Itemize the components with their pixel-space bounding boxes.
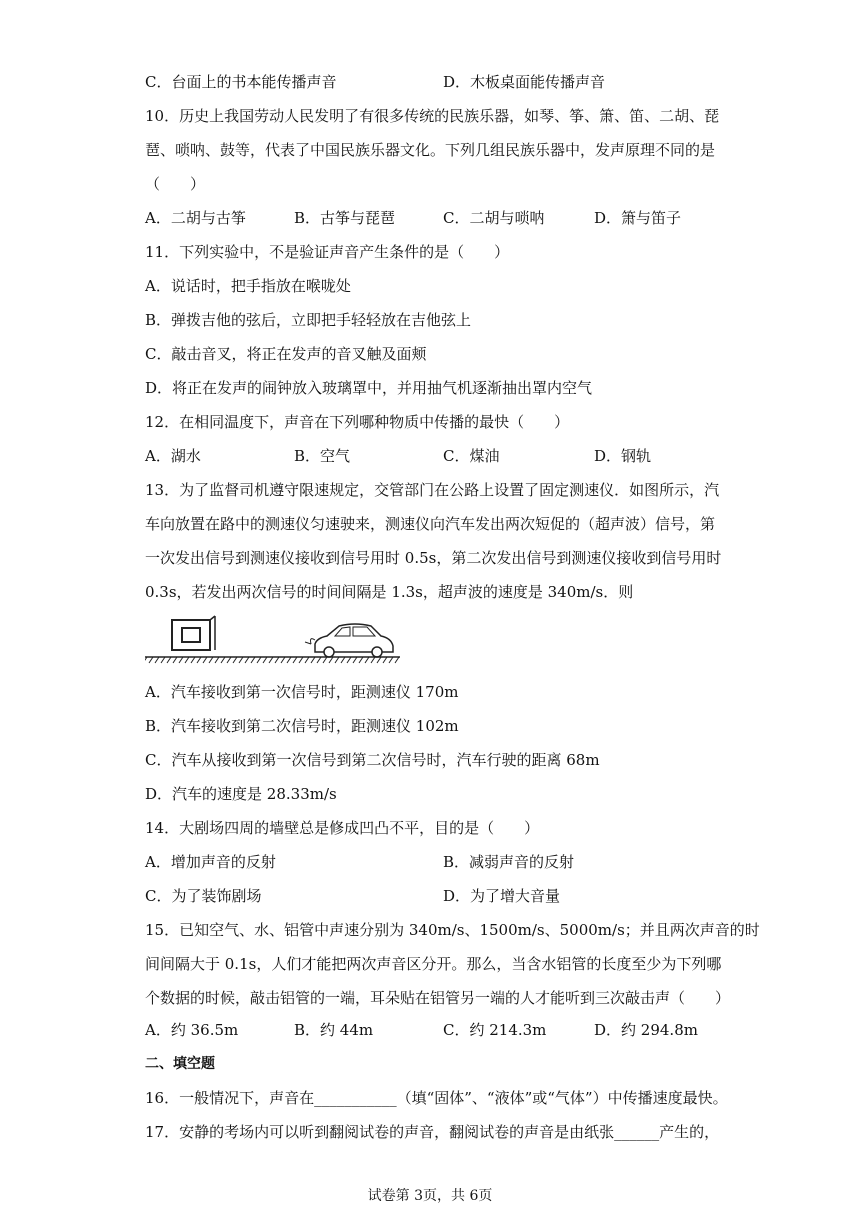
hatch-mark xyxy=(353,657,357,663)
hatch-mark xyxy=(383,657,387,663)
q13-option-b: B．汽车接收到第二次信号时，距测速仪 102m xyxy=(145,717,459,735)
hatch-mark xyxy=(377,657,381,663)
hatch-mark xyxy=(347,657,351,663)
q12-option-d: D．钢轨 xyxy=(594,447,652,465)
q10-stem-line2: 琶、唢呐、鼓等，代表了中国民族乐器文化。下列几组民族乐器中，发声原理不同的是 xyxy=(145,141,716,159)
hatch-mark xyxy=(341,657,345,663)
hatch-mark xyxy=(365,657,369,663)
hatch-mark xyxy=(203,657,207,663)
hatch-mark xyxy=(215,657,219,663)
hatch-mark xyxy=(209,657,213,663)
hatch-mark xyxy=(269,657,273,663)
hatch-mark xyxy=(197,657,201,663)
q16-text: 16．一般情况下，声音在___________（填“固体”、“液体”或“气体”）中传播速度最快。 xyxy=(145,1089,728,1107)
q17-text: 17．安静的考场内可以听到翻阅试卷的声音，翻阅试卷的声音是由纸张______产生的， xyxy=(145,1123,720,1141)
q14-option-a: A．增加声音的反射 xyxy=(145,853,276,871)
q12-option-c: C．煤油 xyxy=(443,447,500,465)
hatch-mark xyxy=(329,657,333,663)
hatch-mark xyxy=(395,657,399,663)
q15-option-d: D．约 294.8m xyxy=(594,1021,698,1039)
q15-option-c: C．约 214.3m xyxy=(443,1021,547,1039)
q11-stem: 11．下列实验中，不是验证声音产生条件的是（ ） xyxy=(145,243,510,261)
hatch-mark xyxy=(227,657,231,663)
q11-option-d: D．将正在发声的闹钟放入玻璃罩中，并用抽气机逐渐抽出罩内空气 xyxy=(145,379,593,397)
hatch-mark xyxy=(161,657,165,663)
car-icon xyxy=(305,624,393,657)
q15-stem-line3: 个数据的时候，敲击铝管的一端，耳朵贴在铝管另一端的人才能听到三次敲击声（ ） xyxy=(145,989,731,1007)
q10-option-b: B．古筝与琵琶 xyxy=(294,209,396,227)
q15-stem-line1: 15．已知空气、水、铝管中声速分别为 340m/s、1500m/s、5000m/s；并且两次声音的时 xyxy=(145,921,760,939)
q14-option-b: B．减弱声音的反射 xyxy=(443,853,575,871)
q13-option-c: C．汽车从接收到第一次信号到第二次信号时，汽车行驶的距离 68m xyxy=(145,751,600,769)
hatch-mark xyxy=(167,657,171,663)
hatch-mark xyxy=(257,657,261,663)
q12-option-b: B．空气 xyxy=(294,447,351,465)
hatch-mark xyxy=(263,657,267,663)
speed-detector-figure xyxy=(145,614,400,664)
q15-option-b: B．约 44m xyxy=(294,1021,374,1039)
q13-stem-line1: 13．为了监督司机遵守限速规定，交管部门在公路上设置了固定测速仪．如图所示，汽 xyxy=(145,481,720,499)
hatch-mark xyxy=(145,657,147,663)
q10-stem-line3: （ ） xyxy=(145,175,206,193)
hatch-mark xyxy=(173,657,177,663)
q13-option-d: D．汽车的速度是 28.33m/s xyxy=(145,785,337,803)
q9-option-d: D．木板桌面能传播声音 xyxy=(443,73,606,91)
hatch-mark xyxy=(233,657,237,663)
hatch-mark xyxy=(299,657,303,663)
hatch-mark xyxy=(293,657,297,663)
hatch-mark xyxy=(317,657,321,663)
hatch-mark xyxy=(311,657,315,663)
hatch-mark xyxy=(359,657,363,663)
q9-option-c: C．台面上的书本能传播声音 xyxy=(145,73,337,91)
hatch-mark xyxy=(221,657,225,663)
q14-stem: 14．大剧场四周的墙壁总是修成凹凸不平，目的是（ ） xyxy=(145,819,540,837)
hatch-mark xyxy=(185,657,189,663)
hatch-mark xyxy=(179,657,183,663)
q13-stem-line2: 车向放置在路中的测速仪匀速驶来，测速仪向汽车发出两次短促的（超声波）信号，第 xyxy=(145,515,716,533)
ground-hatching xyxy=(145,657,399,663)
page-footer: 试卷第 3页，共 6页 xyxy=(367,1188,493,1204)
hatch-mark xyxy=(371,657,375,663)
hatch-mark xyxy=(191,657,195,663)
hatch-mark xyxy=(323,657,327,663)
q10-option-a: A．二胡与古筝 xyxy=(145,209,246,227)
hatch-mark xyxy=(335,657,339,663)
q13-stem-line4: 0.3s，若发出两次信号的时间间隔是 1.3s，超声波的速度是 340m/s．则 xyxy=(145,583,634,601)
q12-option-a: A．湖水 xyxy=(145,447,201,465)
hatch-mark xyxy=(281,657,285,663)
hatch-mark xyxy=(305,657,309,663)
q14-option-d: D．为了增大音量 xyxy=(443,887,561,905)
q10-stem-line1: 10．历史上我国劳动人民发明了有很多传统的民族乐器，如琴、筝、箫、笛、二胡、琵 xyxy=(145,107,720,125)
hatch-mark xyxy=(389,657,393,663)
hatch-mark xyxy=(251,657,255,663)
hatch-mark xyxy=(149,657,153,663)
q12-stem: 12．在相同温度下，声音在下列哪种物质中传播的最快（ ） xyxy=(145,413,570,431)
q10-option-d: D．箫与笛子 xyxy=(594,209,682,227)
q15-option-a: A．约 36.5m xyxy=(145,1021,239,1039)
hatch-mark xyxy=(155,657,159,663)
q11-option-b: B．弹拨吉他的弦后，立即把手轻轻放在吉他弦上 xyxy=(145,311,472,329)
hatch-mark xyxy=(287,657,291,663)
q10-option-c: C．二胡与唢呐 xyxy=(443,209,545,227)
q13-option-a: A．汽车接收到第一次信号时，距测速仪 170m xyxy=(145,683,459,701)
hatch-mark xyxy=(275,657,279,663)
hatch-mark xyxy=(239,657,243,663)
q13-stem-line3: 一次发出信号到测速仪接收到信号用时 0.5s，第二次发出信号到测速仪接收到信号用时 xyxy=(145,549,722,567)
speed-detector-icon xyxy=(172,616,215,650)
section-heading-fill-in: 二、填空题 xyxy=(145,1056,215,1072)
hatch-mark xyxy=(245,657,249,663)
q15-stem-line2: 间间隔大于 0.1s，人们才能把两次声音区分开。那么，当含水铝管的长度至少为下列哪 xyxy=(145,955,722,973)
q11-option-a: A．说话时，把手指放在喉咙处 xyxy=(145,277,351,295)
q11-option-c: C．敲击音叉，将正在发声的音叉触及面颊 xyxy=(145,345,427,363)
q14-option-c: C．为了装饰剧场 xyxy=(145,887,262,905)
